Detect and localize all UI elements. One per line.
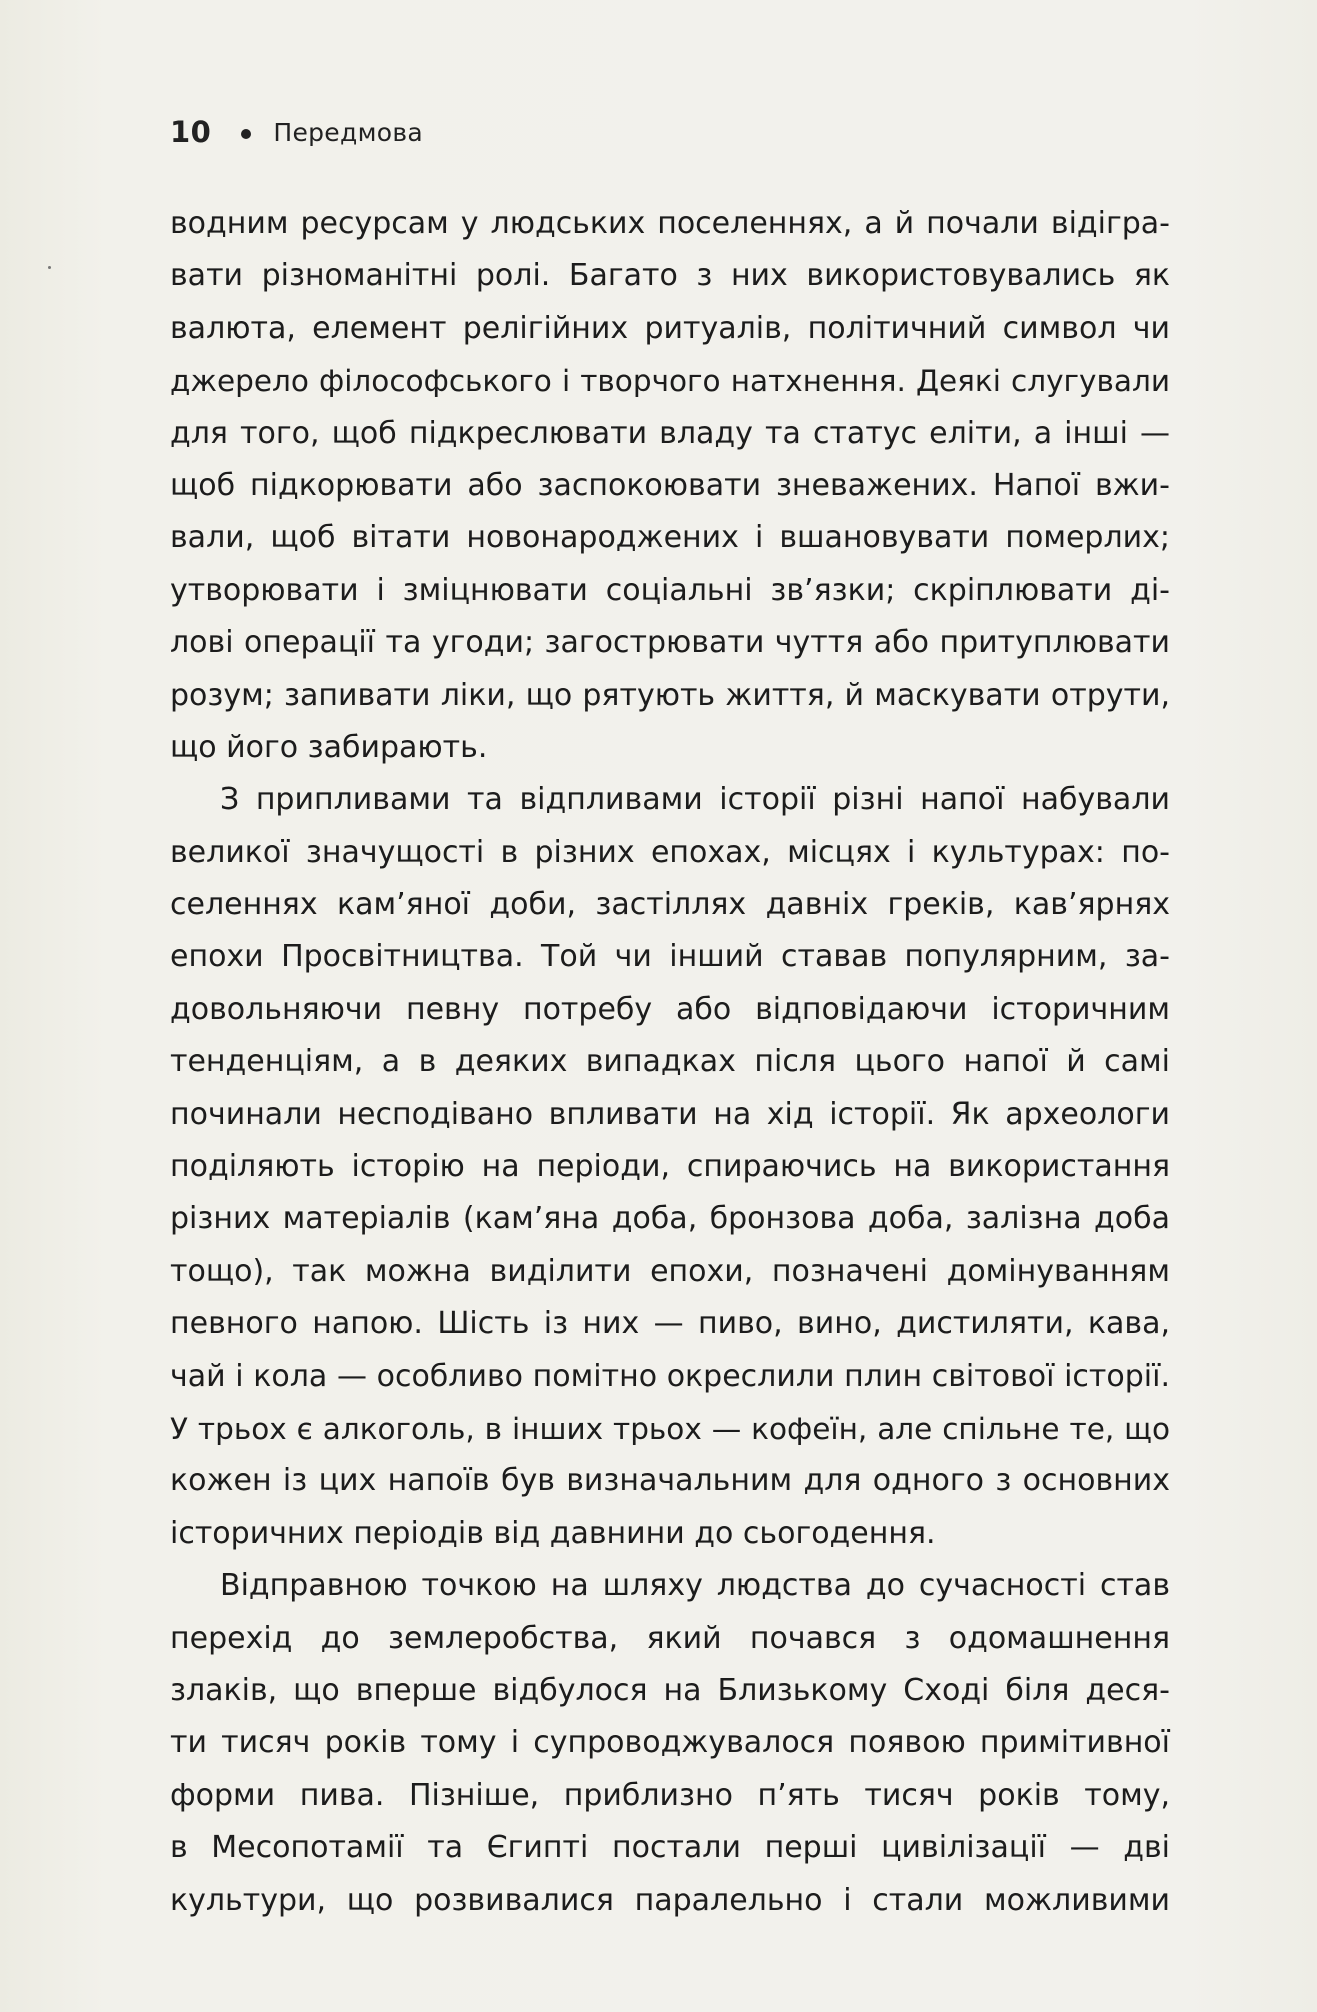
body-text	[170, 198, 1170, 1927]
text-line: щоб підкорювати або заспокоювати зневажених. Напої вжи-	[170, 467, 1170, 503]
text-line: в Месопотамії та Єгипті постали перші цивілізації — дві	[170, 1830, 1170, 1866]
text-line: довольняючи певну потребу або відповідаючи історичним	[170, 991, 1170, 1027]
text-line: епохи Просвітництва. Той чи інший ставав популярним, за-	[170, 939, 1170, 975]
text-line: ти тисяч років тому і супроводжувалося появою примітивної	[170, 1725, 1170, 1761]
text-line: вали, щоб вітати новонароджених і вшановувати померлих;	[170, 520, 1170, 556]
text-line: для того, щоб підкреслювати владу та статус еліти, а інші —	[170, 415, 1170, 451]
text-line: тощо), так можна виділити епохи, позначені домінуванням	[170, 1253, 1170, 1289]
text-line: валюта, елемент релігійних ритуалів, політичний символ чи	[170, 310, 1170, 346]
text-line: У трьох є алкоголь, в інших трьох — кофеїн, але спільне те, що	[170, 1411, 1170, 1446]
text-line: З припливами та відпливами історії різні напої набували	[220, 782, 1170, 818]
text-line: утворювати і зміцнювати соціальні зв’язки; скріплювати ді-	[170, 572, 1170, 608]
text-line: вати різноманітні ролі. Багато з них використовувались як	[170, 258, 1170, 294]
text-line: Відправною точкою на шляху людства до сучасності став	[220, 1568, 1170, 1604]
text-line: різних матеріалів (кам’яна доба, бронзова доба, залізна доба	[170, 1201, 1170, 1237]
text-line: історичних періодів від давнини до сьогодення.	[170, 1515, 936, 1551]
text-line: розум; запивати ліки, що рятують життя, й маскувати отрути,	[170, 677, 1170, 713]
text-line: що його забирають.	[170, 729, 488, 765]
bullet-separator	[241, 129, 251, 139]
text-line: культури, що розвивалися паралельно і стали можливими	[170, 1882, 1170, 1918]
text-line: певного напою. Шість із них — пиво, вино, дистиляти, кава,	[170, 1306, 1170, 1342]
section-title: Передмова	[273, 117, 423, 147]
paper-speck	[48, 266, 51, 269]
text-line: злаків, що вперше відбулося на Близькому Сході біля деся-	[170, 1672, 1170, 1708]
text-line: водним ресурсам у людських поселеннях, а й почали відігра-	[170, 206, 1170, 241]
text-line: поділяють історію на періоди, спираючись на використання	[170, 1149, 1170, 1185]
text-line: починали несподівано впливати на хід історії. Як археологи	[170, 1096, 1170, 1132]
text-line: селеннях кам’яної доби, застіллях давніх греків, кав’ярнях	[170, 887, 1170, 923]
text-line: джерело філософського і творчого натхнення. Деякі слугували	[170, 364, 1170, 399]
text-line: перехід до землеробства, який почався з одомашнення	[170, 1620, 1170, 1656]
text-line: форми пива. Пізніше, приблизно п’ять тисяч років тому,	[170, 1777, 1170, 1813]
text-line: кожен із цих напоїв був визначальним для одного з основних	[170, 1463, 1170, 1499]
text-line: лові операції та угоди; загострювати чуття або притуплювати	[170, 625, 1170, 661]
page-number: 10	[170, 115, 212, 149]
running-head	[170, 112, 423, 152]
text-line: тенденціям, а в деяких випадках після цього напої й самі	[170, 1044, 1170, 1080]
text-line: чай і кола — особливо помітно окреслили плин світової історії.	[170, 1358, 1170, 1394]
text-line: великої значущості в різних епохах, місцях і культурах: по-	[170, 834, 1170, 870]
